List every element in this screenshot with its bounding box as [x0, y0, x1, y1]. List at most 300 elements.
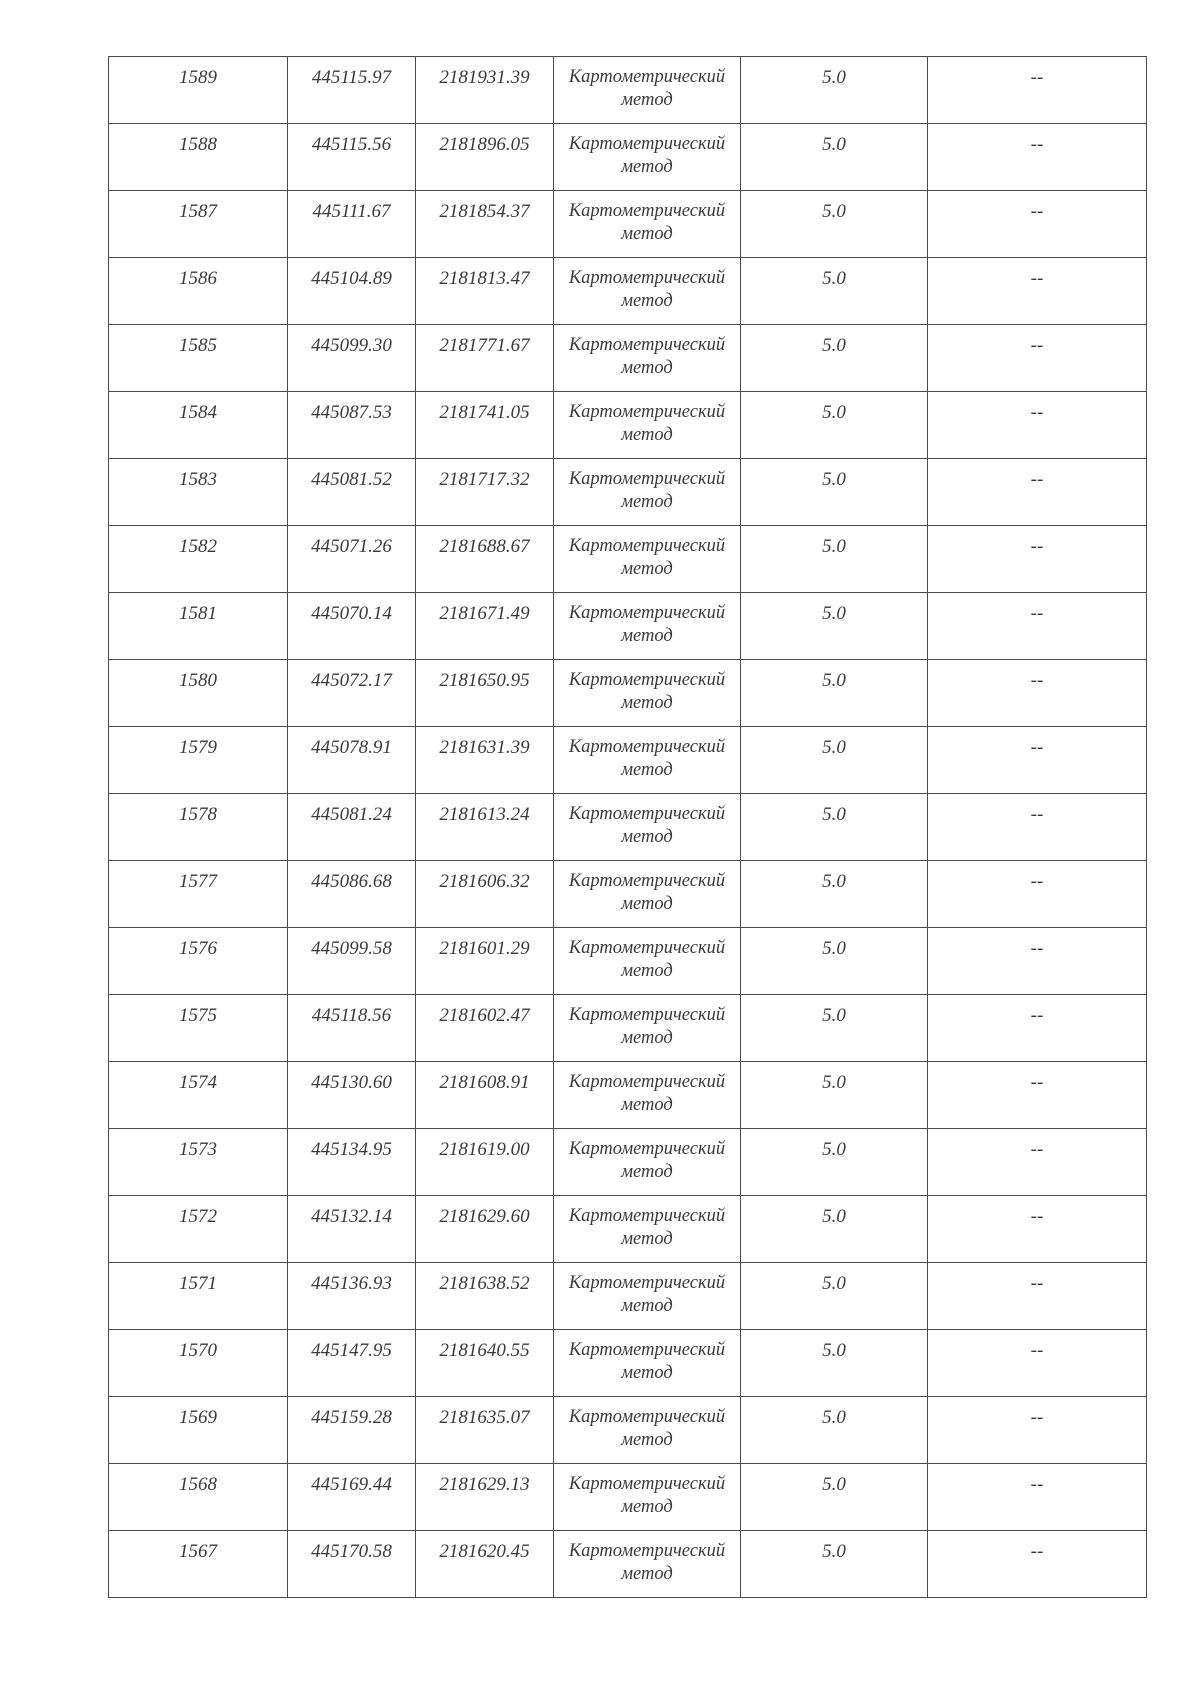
- method-text: [554, 1464, 740, 1519]
- y-coordinate-cell: [416, 1062, 554, 1129]
- accuracy-text: 5.0: [822, 1474, 846, 1495]
- x-coordinate-text: 445159.28: [311, 1407, 392, 1428]
- accuracy-text: 5.0: [822, 268, 846, 289]
- y-coordinate-text: 2181606.32: [439, 871, 530, 892]
- accuracy-cell: [741, 861, 928, 928]
- note-cell: [928, 392, 1147, 459]
- y-coordinate-text: 2181629.60: [439, 1206, 530, 1227]
- method-text: [554, 325, 740, 380]
- table-row: [109, 660, 1147, 727]
- point-number-cell: [109, 1464, 288, 1531]
- accuracy-text: 5.0: [822, 536, 846, 557]
- accuracy-text: 5.0: [822, 1273, 846, 1294]
- accuracy-cell: [741, 1531, 928, 1598]
- accuracy-text: 5.0: [822, 804, 846, 825]
- method-line-2: метод: [621, 626, 673, 646]
- x-coordinate-text: 445081.52: [311, 469, 392, 490]
- note-cell: [928, 325, 1147, 392]
- table-row: [109, 1129, 1147, 1196]
- method-cell: [554, 392, 741, 459]
- point-number-cell: [109, 727, 288, 794]
- note-text: --: [1030, 1005, 1044, 1026]
- method-cell: [554, 459, 741, 526]
- point-number-text: 1570: [179, 1340, 217, 1361]
- accuracy-text: 5.0: [822, 134, 846, 155]
- method-cell: [554, 861, 741, 928]
- x-coordinate-cell: [288, 928, 416, 995]
- accuracy-cell: [741, 660, 928, 727]
- y-coordinate-text: 2181688.67: [439, 536, 530, 557]
- accuracy-text: 5.0: [822, 871, 846, 892]
- point-number-cell: [109, 1129, 288, 1196]
- note-cell: [928, 1397, 1147, 1464]
- y-coordinate-text: 2181619.00: [439, 1139, 530, 1160]
- method-text: [554, 57, 740, 112]
- point-number-cell: [109, 995, 288, 1062]
- note-cell: [928, 1330, 1147, 1397]
- method-cell: [554, 727, 741, 794]
- point-number-text: 1576: [179, 938, 217, 959]
- point-number-cell: [109, 1397, 288, 1464]
- method-cell: [554, 1464, 741, 1531]
- accuracy-cell: [741, 1330, 928, 1397]
- method-text: [554, 1196, 740, 1251]
- point-number-text: 1567: [179, 1541, 217, 1562]
- table-row: [109, 995, 1147, 1062]
- y-coordinate-text: 2181602.47: [439, 1005, 530, 1026]
- table-row: [109, 1263, 1147, 1330]
- note-text: --: [1030, 603, 1044, 624]
- method-cell: [554, 660, 741, 727]
- method-line-2: метод: [621, 492, 673, 512]
- method-line-1: Картометрический: [568, 201, 726, 221]
- y-coordinate-cell: [416, 57, 554, 124]
- accuracy-text: 5.0: [822, 67, 846, 88]
- y-coordinate-cell: [416, 1196, 554, 1263]
- method-line-1: Картометрический: [568, 1407, 726, 1427]
- note-cell: [928, 727, 1147, 794]
- method-cell: [554, 325, 741, 392]
- note-text: --: [1030, 268, 1044, 289]
- note-text: --: [1030, 1273, 1044, 1294]
- method-line-1: Картометрический: [568, 938, 726, 958]
- y-coordinate-text: 2181854.37: [439, 201, 530, 222]
- note-text: --: [1030, 201, 1044, 222]
- note-text: --: [1030, 1474, 1044, 1495]
- x-coordinate-text: 445115.97: [311, 67, 392, 88]
- method-line-1: Картометрический: [568, 603, 726, 623]
- x-coordinate-cell: [288, 325, 416, 392]
- point-number-cell: [109, 1196, 288, 1263]
- point-number-cell: [109, 191, 288, 258]
- y-coordinate-text: 2181931.39: [439, 67, 530, 88]
- x-coordinate-text: 445070.14: [311, 603, 392, 624]
- point-number-text: 1580: [179, 670, 217, 691]
- x-coordinate-text: 445099.58: [311, 938, 392, 959]
- method-line-2: метод: [621, 157, 673, 177]
- accuracy-cell: [741, 1464, 928, 1531]
- point-number-cell: [109, 794, 288, 861]
- x-coordinate-cell: [288, 392, 416, 459]
- method-cell: [554, 1330, 741, 1397]
- accuracy-cell: [741, 191, 928, 258]
- x-coordinate-text: 445170.58: [311, 1541, 392, 1562]
- table-row: [109, 459, 1147, 526]
- note-cell: [928, 526, 1147, 593]
- method-line-1: Картометрический: [568, 1072, 726, 1092]
- point-number-text: 1582: [179, 536, 217, 557]
- note-cell: [928, 660, 1147, 727]
- method-line-2: метод: [621, 90, 673, 110]
- x-coordinate-text: 445130.60: [311, 1072, 392, 1093]
- table-row: [109, 325, 1147, 392]
- method-line-1: Картометрический: [568, 737, 726, 757]
- x-coordinate-cell: [288, 459, 416, 526]
- note-text: --: [1030, 335, 1044, 356]
- x-coordinate-text: 445104.89: [311, 268, 392, 289]
- method-line-1: Картометрический: [568, 134, 726, 154]
- accuracy-cell: [741, 593, 928, 660]
- note-text: --: [1030, 536, 1044, 557]
- method-text: [554, 861, 740, 916]
- x-coordinate-text: 445132.14: [311, 1206, 392, 1227]
- method-line-2: метод: [621, 1497, 673, 1517]
- table-row: [109, 861, 1147, 928]
- method-cell: [554, 1196, 741, 1263]
- point-number-text: 1587: [179, 201, 217, 222]
- x-coordinate-cell: [288, 1062, 416, 1129]
- accuracy-text: 5.0: [822, 402, 846, 423]
- accuracy-cell: [741, 727, 928, 794]
- x-coordinate-text: 445081.24: [311, 804, 392, 825]
- note-text: --: [1030, 1541, 1044, 1562]
- x-coordinate-text: 445147.95: [311, 1340, 392, 1361]
- accuracy-text: 5.0: [822, 201, 846, 222]
- method-line-1: Картометрический: [568, 1005, 726, 1025]
- x-coordinate-cell: [288, 861, 416, 928]
- method-cell: [554, 1531, 741, 1598]
- y-coordinate-cell: [416, 124, 554, 191]
- method-text: [554, 459, 740, 514]
- note-cell: [928, 1062, 1147, 1129]
- method-cell: [554, 1263, 741, 1330]
- y-coordinate-cell: [416, 593, 554, 660]
- accuracy-text: 5.0: [822, 1072, 846, 1093]
- method-cell: [554, 1397, 741, 1464]
- y-coordinate-cell: [416, 325, 554, 392]
- method-line-1: Картометрический: [568, 670, 726, 690]
- x-coordinate-cell: [288, 1531, 416, 1598]
- y-coordinate-text: 2181635.07: [439, 1407, 530, 1428]
- note-cell: [928, 794, 1147, 861]
- method-cell: [554, 526, 741, 593]
- method-line-2: метод: [621, 1095, 673, 1115]
- method-text: [554, 727, 740, 782]
- method-text: [554, 1129, 740, 1184]
- x-coordinate-text: 445099.30: [311, 335, 392, 356]
- point-number-text: 1571: [179, 1273, 217, 1294]
- point-number-text: 1575: [179, 1005, 217, 1026]
- y-coordinate-text: 2181771.67: [439, 335, 530, 356]
- accuracy-text: 5.0: [822, 1541, 846, 1562]
- method-cell: [554, 258, 741, 325]
- y-coordinate-cell: [416, 1397, 554, 1464]
- note-text: --: [1030, 1072, 1044, 1093]
- method-line-1: Картометрический: [568, 67, 726, 87]
- coordinates-table-body: [109, 57, 1147, 1598]
- x-coordinate-cell: [288, 1397, 416, 1464]
- note-cell: [928, 1129, 1147, 1196]
- note-text: --: [1030, 938, 1044, 959]
- x-coordinate-cell: [288, 727, 416, 794]
- point-number-cell: [109, 526, 288, 593]
- y-coordinate-text: 2181717.32: [439, 469, 530, 490]
- method-line-2: метод: [621, 827, 673, 847]
- point-number-text: 1573: [179, 1139, 217, 1160]
- accuracy-text: 5.0: [822, 469, 846, 490]
- point-number-cell: [109, 593, 288, 660]
- method-text: [554, 1397, 740, 1452]
- y-coordinate-text: 2181671.49: [439, 603, 530, 624]
- method-text: [554, 1330, 740, 1385]
- method-line-2: метод: [621, 1028, 673, 1048]
- coordinates-table: [108, 56, 1147, 1598]
- point-number-cell: [109, 258, 288, 325]
- note-text: --: [1030, 670, 1044, 691]
- accuracy-cell: [741, 794, 928, 861]
- table-row: [109, 124, 1147, 191]
- accuracy-cell: [741, 526, 928, 593]
- y-coordinate-cell: [416, 526, 554, 593]
- accuracy-cell: [741, 1263, 928, 1330]
- method-line-1: Картометрический: [568, 469, 726, 489]
- table-row: [109, 258, 1147, 325]
- method-text: [554, 794, 740, 849]
- method-text: [554, 660, 740, 715]
- y-coordinate-text: 2181813.47: [439, 268, 530, 289]
- point-number-cell: [109, 124, 288, 191]
- method-text: [554, 1062, 740, 1117]
- note-text: --: [1030, 67, 1044, 88]
- method-text: [554, 593, 740, 648]
- table-row: [109, 392, 1147, 459]
- method-cell: [554, 794, 741, 861]
- note-cell: [928, 1196, 1147, 1263]
- point-number-text: 1586: [179, 268, 217, 289]
- table-row: [109, 1330, 1147, 1397]
- point-number-text: 1574: [179, 1072, 217, 1093]
- y-coordinate-text: 2181608.91: [439, 1072, 530, 1093]
- x-coordinate-cell: [288, 1263, 416, 1330]
- x-coordinate-cell: [288, 191, 416, 258]
- note-cell: [928, 124, 1147, 191]
- y-coordinate-cell: [416, 1263, 554, 1330]
- method-line-2: метод: [621, 693, 673, 713]
- y-coordinate-text: 2181640.55: [439, 1340, 530, 1361]
- accuracy-cell: [741, 258, 928, 325]
- method-cell: [554, 1062, 741, 1129]
- accuracy-text: 5.0: [822, 1005, 846, 1026]
- accuracy-cell: [741, 1196, 928, 1263]
- x-coordinate-text: 445087.53: [311, 402, 392, 423]
- accuracy-text: 5.0: [822, 335, 846, 356]
- note-text: --: [1030, 871, 1044, 892]
- accuracy-text: 5.0: [822, 603, 846, 624]
- note-cell: [928, 1464, 1147, 1531]
- point-number-text: 1584: [179, 402, 217, 423]
- y-coordinate-text: 2181629.13: [439, 1474, 530, 1495]
- table-row: [109, 593, 1147, 660]
- table-row: [109, 1397, 1147, 1464]
- accuracy-text: 5.0: [822, 1407, 846, 1428]
- y-coordinate-cell: [416, 794, 554, 861]
- table-row: [109, 1196, 1147, 1263]
- point-number-cell: [109, 861, 288, 928]
- method-line-2: метод: [621, 358, 673, 378]
- method-line-2: метод: [621, 425, 673, 445]
- x-coordinate-text: 445118.56: [311, 1005, 392, 1026]
- note-cell: [928, 928, 1147, 995]
- y-coordinate-cell: [416, 928, 554, 995]
- x-coordinate-cell: [288, 1330, 416, 1397]
- x-coordinate-cell: [288, 258, 416, 325]
- x-coordinate-cell: [288, 1464, 416, 1531]
- point-number-cell: [109, 1263, 288, 1330]
- note-text: --: [1030, 134, 1044, 155]
- point-number-text: 1589: [179, 67, 217, 88]
- method-line-2: метод: [621, 1363, 673, 1383]
- accuracy-cell: [741, 1397, 928, 1464]
- note-text: --: [1030, 804, 1044, 825]
- point-number-cell: [109, 325, 288, 392]
- accuracy-text: 5.0: [822, 1340, 846, 1361]
- method-text: [554, 928, 740, 983]
- note-text: --: [1030, 1340, 1044, 1361]
- method-text: [554, 392, 740, 447]
- method-text: [554, 124, 740, 179]
- point-number-cell: [109, 57, 288, 124]
- y-coordinate-cell: [416, 258, 554, 325]
- method-line-2: метод: [621, 760, 673, 780]
- method-cell: [554, 124, 741, 191]
- x-coordinate-cell: [288, 1196, 416, 1263]
- point-number-text: 1568: [179, 1474, 217, 1495]
- method-line-2: метод: [621, 1430, 673, 1450]
- note-cell: [928, 861, 1147, 928]
- x-coordinate-cell: [288, 660, 416, 727]
- y-coordinate-text: 2181650.95: [439, 670, 530, 691]
- accuracy-text: 5.0: [822, 737, 846, 758]
- point-number-cell: [109, 660, 288, 727]
- method-line-2: метод: [621, 291, 673, 311]
- y-coordinate-cell: [416, 727, 554, 794]
- method-text: [554, 995, 740, 1050]
- note-text: --: [1030, 402, 1044, 423]
- accuracy-cell: [741, 459, 928, 526]
- point-number-text: 1588: [179, 134, 217, 155]
- method-line-2: метод: [621, 1229, 673, 1249]
- note-text: --: [1030, 737, 1044, 758]
- table-row: [109, 1531, 1147, 1598]
- accuracy-text: 5.0: [822, 938, 846, 959]
- note-text: --: [1030, 1206, 1044, 1227]
- table-row: [109, 191, 1147, 258]
- y-coordinate-text: 2181631.39: [439, 737, 530, 758]
- table-row: [109, 928, 1147, 995]
- point-number-text: 1579: [179, 737, 217, 758]
- note-cell: [928, 593, 1147, 660]
- point-number-text: 1581: [179, 603, 217, 624]
- table-row: [109, 1062, 1147, 1129]
- y-coordinate-cell: [416, 1531, 554, 1598]
- point-number-cell: [109, 1330, 288, 1397]
- x-coordinate-cell: [288, 794, 416, 861]
- point-number-cell: [109, 459, 288, 526]
- y-coordinate-cell: [416, 1129, 554, 1196]
- method-text: [554, 1263, 740, 1318]
- table-row: [109, 526, 1147, 593]
- point-number-text: 1577: [179, 871, 217, 892]
- y-coordinate-cell: [416, 191, 554, 258]
- x-coordinate-text: 445136.93: [311, 1273, 392, 1294]
- x-coordinate-cell: [288, 124, 416, 191]
- point-number-cell: [109, 1531, 288, 1598]
- x-coordinate-text: 445169.44: [311, 1474, 392, 1495]
- method-line-1: Картометрический: [568, 1273, 726, 1293]
- note-cell: [928, 258, 1147, 325]
- y-coordinate-text: 2181620.45: [439, 1541, 530, 1562]
- method-text: [554, 191, 740, 246]
- accuracy-text: 5.0: [822, 1206, 846, 1227]
- point-number-text: 1583: [179, 469, 217, 490]
- accuracy-text: 5.0: [822, 670, 846, 691]
- method-cell: [554, 928, 741, 995]
- table-row: [109, 57, 1147, 124]
- table-row: [109, 1464, 1147, 1531]
- accuracy-cell: [741, 1062, 928, 1129]
- x-coordinate-cell: [288, 526, 416, 593]
- accuracy-cell: [741, 995, 928, 1062]
- table-row: [109, 727, 1147, 794]
- x-coordinate-text: 445111.67: [312, 201, 391, 222]
- method-line-1: Картометрический: [568, 1541, 726, 1561]
- x-coordinate-text: 445071.26: [311, 536, 392, 557]
- note-cell: [928, 459, 1147, 526]
- method-line-1: Картометрический: [568, 1474, 726, 1494]
- method-text: [554, 1531, 740, 1586]
- note-text: --: [1030, 1139, 1044, 1160]
- y-coordinate-text: 2181638.52: [439, 1273, 530, 1294]
- method-text: [554, 258, 740, 313]
- method-text: [554, 526, 740, 581]
- method-line-1: Картометрический: [568, 536, 726, 556]
- x-coordinate-text: 445134.95: [311, 1139, 392, 1160]
- method-line-1: Картометрический: [568, 402, 726, 422]
- y-coordinate-cell: [416, 1330, 554, 1397]
- method-line-1: Картометрический: [568, 1340, 726, 1360]
- x-coordinate-text: 445078.91: [311, 737, 392, 758]
- point-number-text: 1585: [179, 335, 217, 356]
- x-coordinate-cell: [288, 1129, 416, 1196]
- accuracy-cell: [741, 124, 928, 191]
- accuracy-cell: [741, 392, 928, 459]
- accuracy-text: 5.0: [822, 1139, 846, 1160]
- method-line-2: метод: [621, 961, 673, 981]
- x-coordinate-cell: [288, 57, 416, 124]
- method-line-2: метод: [621, 224, 673, 244]
- method-line-2: метод: [621, 559, 673, 579]
- method-line-1: Картометрический: [568, 1139, 726, 1159]
